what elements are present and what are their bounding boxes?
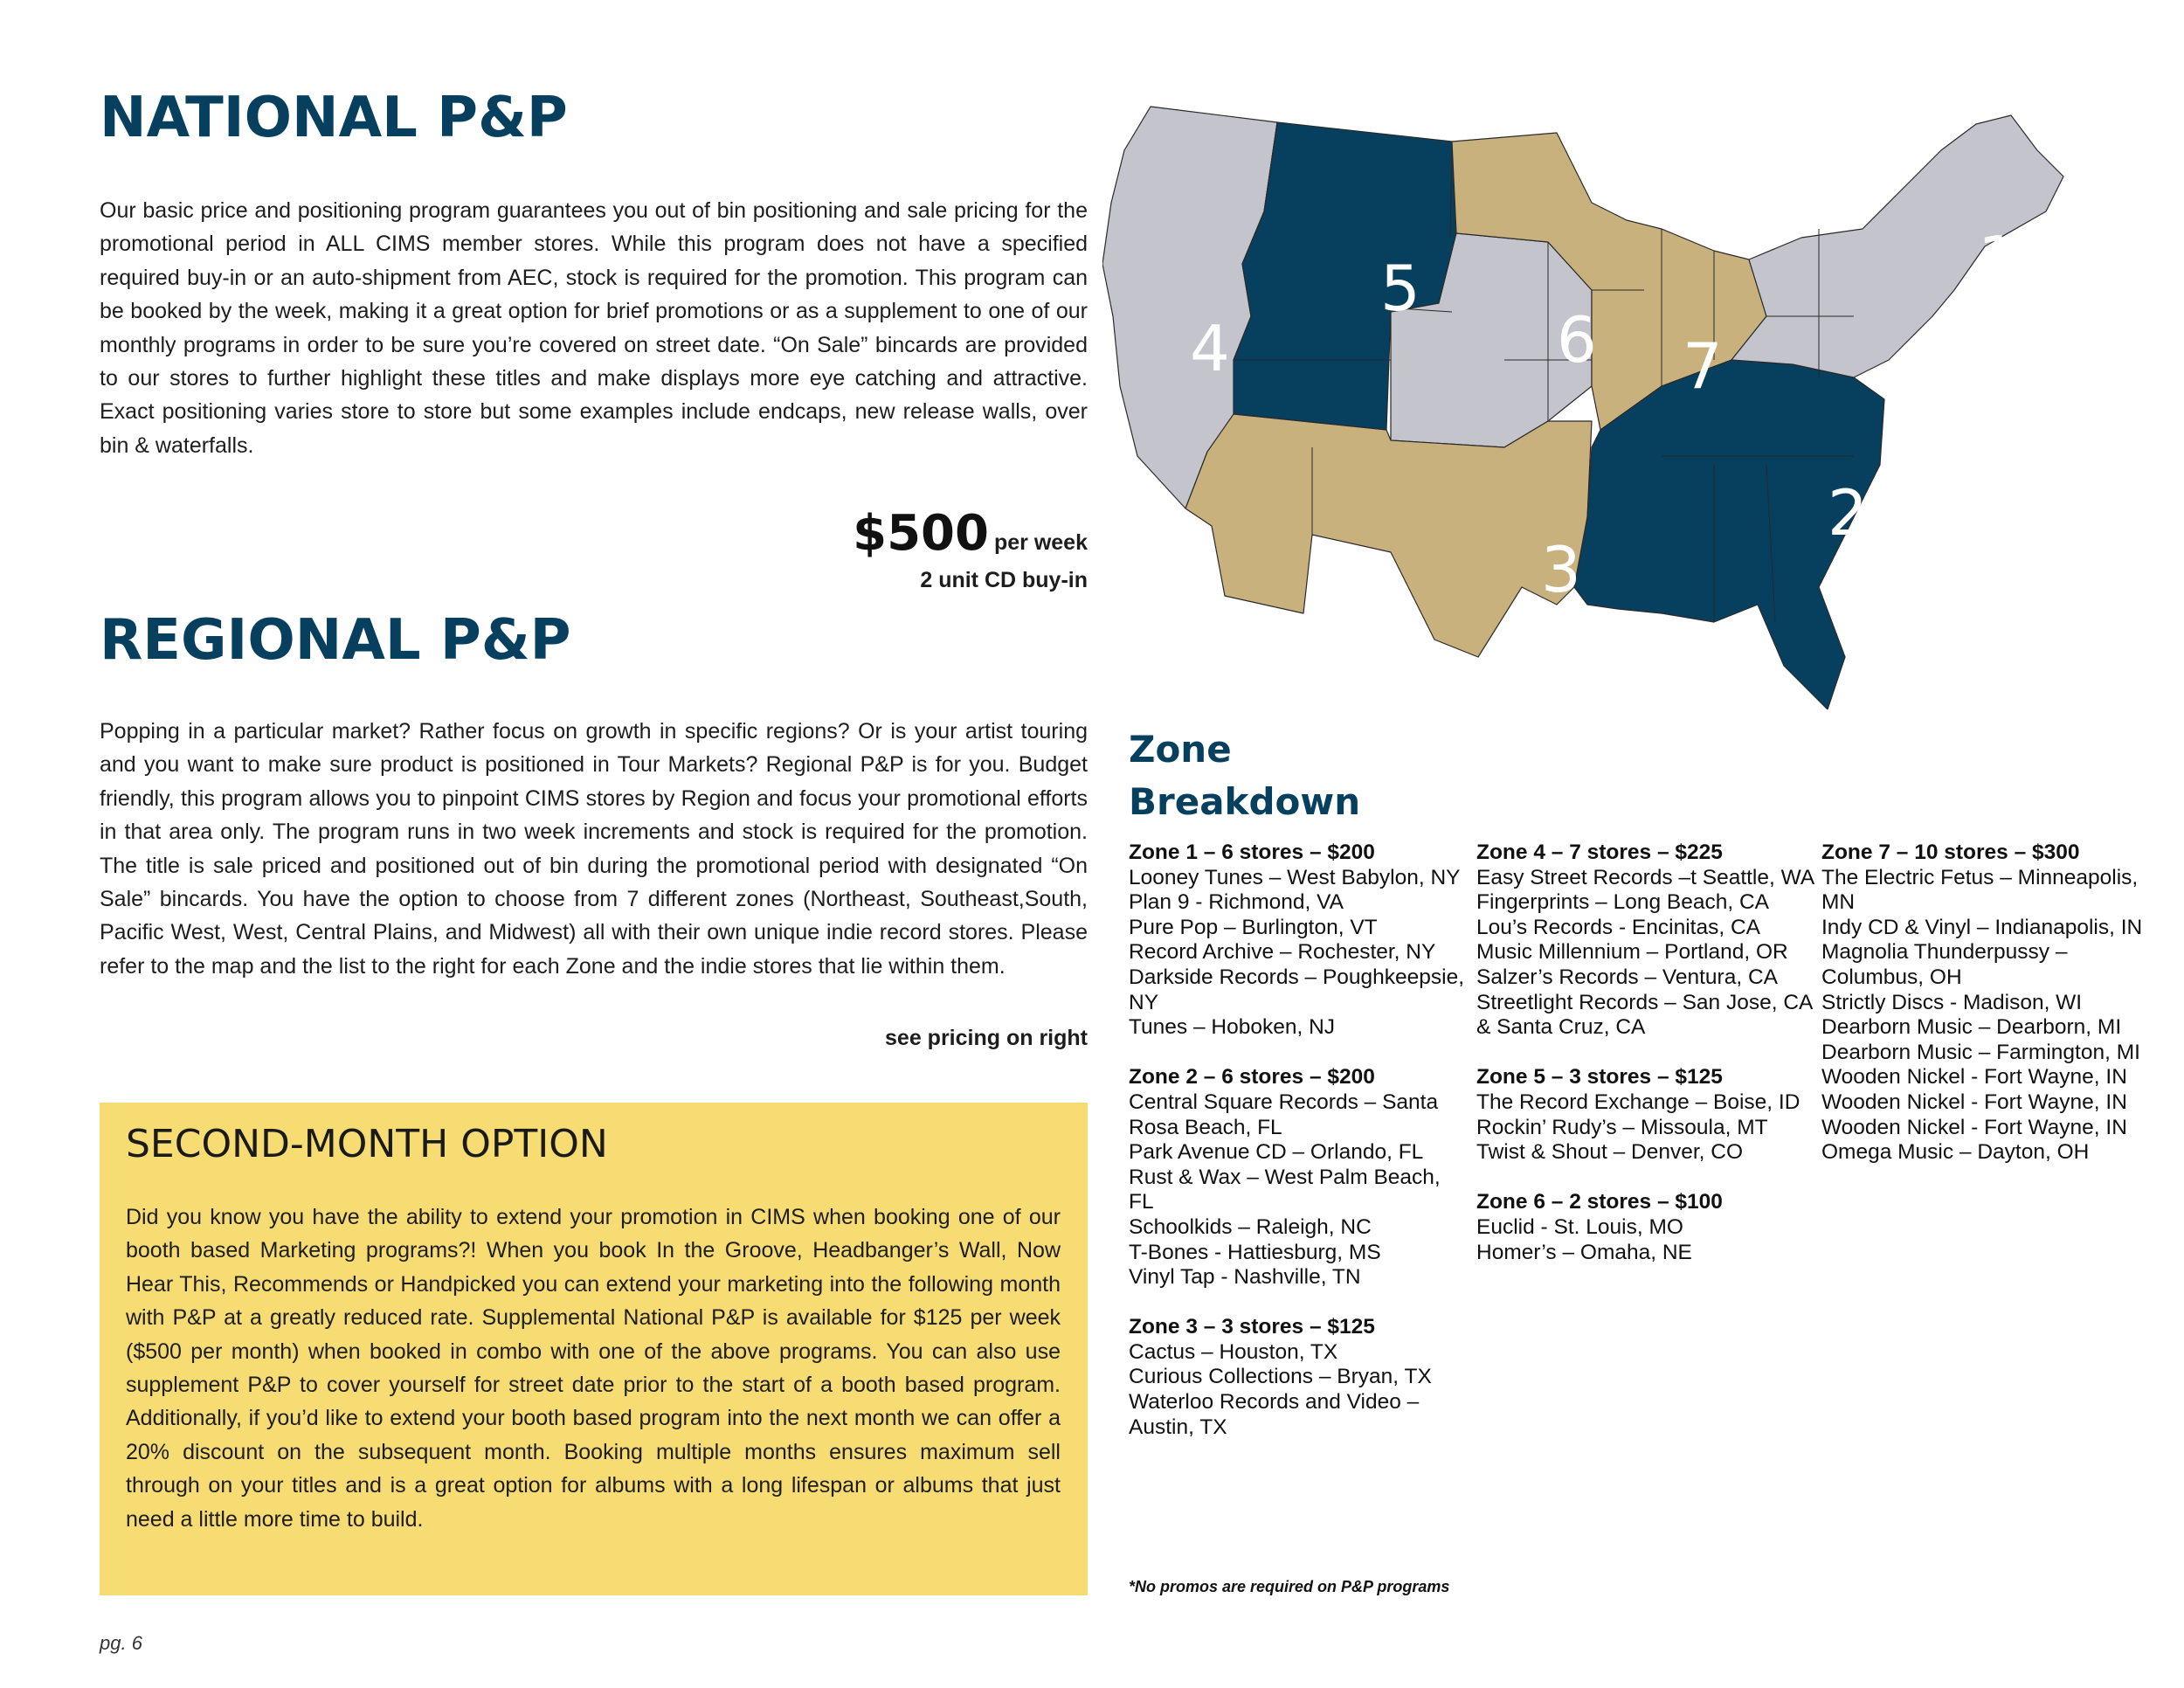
zone-label-7: 7 [1683, 329, 1723, 403]
zone-store: Plan 9 - Richmond, VA [1129, 890, 1344, 915]
zone-store: Wooden Nickel - Fort Wayne, IN [1821, 1065, 2127, 1090]
national-price [853, 505, 1088, 562]
zone-store: Homer’s – Omaha, NE [1476, 1240, 1692, 1264]
regional-heading: REGIONAL P&P [100, 608, 571, 673]
zone-column-2 [1476, 841, 1817, 1290]
zone-store: Darkside Records – Poughkeepsie, NY [1129, 965, 1465, 1014]
zone-store: Cactus – Houston, TX [1129, 1339, 1338, 1364]
zone-store: Omega Music – Dayton, OH [1821, 1140, 2090, 1165]
zone-2-header: Zone 2 – 6 stores – $200 [1129, 1065, 1375, 1090]
zone-store: Dearborn Music – Dearborn, MI [1821, 1015, 2122, 1040]
zone-store: Park Avenue CD – Orlando, FL [1129, 1140, 1424, 1165]
zone-label-6: 6 [1557, 303, 1597, 377]
zone-store: Central Square Records – Santa Rosa Beach, FL [1129, 1090, 1439, 1139]
us-zone-map [1102, 98, 2107, 709]
zone-3-region [1185, 414, 1592, 657]
zone-store: Strictly Discs - Madison, WI [1821, 990, 2083, 1014]
zone-breakdown-heading: Zone Breakdown [1129, 728, 1361, 823]
regional-pricing-note: see pricing on right [885, 1026, 1088, 1050]
zone-store: The Record Exchange – Boise, ID [1476, 1090, 1800, 1114]
second-month-body: Did you know you have the ability to extend your promotion in CIMS when booking one of our booth based Marketing programs?! When you book In the Groove, Headbanger’s Wall, Now Hear This, Recommends or Handpicked you can extend your marketing into the following month with P&P at a greatly reduced rate. Supplemental National P&P is available for $125 per week ($500 per month) when booked in combo with one of the above programs. You can also use supplement P&P to cover yourself for street date prior to the start of a booth based program. Additionally, if you’d like to extend your booth based program into the next month we can offer a 20% discount on the subsequent month. Booking multiple months ensures maximum sell through on your titles and is a great option for albums with a long lifespan or albums that just need a little more time to build. [126, 1205, 1061, 1532]
zone-store: Indy CD & Vinyl – Indianapolis, IN [1821, 915, 2143, 939]
zone-3-header: Zone 3 – 3 stores – $125 [1129, 1315, 1375, 1339]
zone-store: Streetlight Records – San Jose, CA & Santa Cruz, CA [1476, 990, 1813, 1040]
zone-label-1: 1 [1978, 223, 2018, 296]
zone-label-5: 5 [1380, 252, 1420, 325]
zone-store: Vinyl Tap - Nashville, TN [1129, 1265, 1361, 1290]
promo-footnote: *No promos are required on P&P programs [1129, 1578, 1450, 1595]
zone-store: Dearborn Music – Farmington, MI [1821, 1040, 2140, 1064]
zone-label-4: 4 [1190, 312, 1230, 385]
zone-7-group [1821, 841, 2162, 1166]
zone-6-group [1476, 1190, 1817, 1265]
zone-5-header: Zone 5 – 3 stores – $125 [1476, 1065, 1723, 1090]
page-number: pg. 6 [100, 1632, 142, 1654]
zone-column-1 [1129, 841, 1469, 1465]
second-month-box [100, 1103, 1088, 1595]
zone-store: Schoolkids – Raleigh, NC [1129, 1214, 1372, 1239]
zone-4-header: Zone 4 – 7 stores – $225 [1476, 841, 1723, 864]
second-month-heading: SECOND-MONTH OPTION [126, 1122, 608, 1166]
zone-1-header: Zone 1 – 6 stores – $200 [1129, 841, 1375, 864]
zone-5-group [1476, 1065, 1817, 1165]
zone-store: Euclid - St. Louis, MO [1476, 1214, 1683, 1239]
zone-store: Looney Tunes – West Babylon, NY [1129, 865, 1461, 889]
zone-column-3 [1821, 841, 2162, 1190]
zone-store: Easy Street Records –t Seattle, WA [1476, 865, 1815, 889]
zone-3-group [1129, 1315, 1469, 1440]
zone-store: Fingerprints – Long Beach, CA [1476, 890, 1770, 915]
us-zone-map-svg [1102, 98, 2107, 709]
zone-store: Salzer’s Records – Ventura, CA [1476, 965, 1778, 989]
zone-store: Tunes – Hoboken, NJ [1129, 1015, 1336, 1040]
zone-store: Music Millennium – Portland, OR [1476, 940, 1788, 965]
zone-store: Twist & Shout – Denver, CO [1476, 1140, 1744, 1165]
zone-1-group [1129, 841, 1469, 1041]
zone-store: The Electric Fetus – Minneapolis, MN [1821, 865, 2139, 915]
national-buy-in: 2 unit CD buy-in [920, 568, 1088, 592]
zone-store: Pure Pop – Burlington, VT [1129, 915, 1378, 939]
zone-store: Wooden Nickel - Fort Wayne, IN [1821, 1090, 2127, 1114]
zone-2-group [1129, 1065, 1469, 1290]
zone-label-2: 2 [1828, 476, 1868, 550]
national-price-unit: per week [993, 530, 1088, 555]
zone-store: Magnolia Thunderpussy – Columbus, OH [1821, 940, 2068, 989]
zone-store: Wooden Nickel - Fort Wayne, IN [1821, 1115, 2127, 1139]
zone-label-3: 3 [1541, 533, 1581, 606]
zone-store: Waterloo Records and Video – Austin, TX [1129, 1390, 1420, 1439]
national-body: Our basic price and positioning program guarantees you out of bin positioning and sale pricing for the promotional period in ALL CIMS member stores. While this program does not have a specified required buy-in or an auto-shipment from AEC, stock is required for the promotion. This program can be booked by the week, making it a great option for brief promotions or as a supplement to one of our monthly programs in order to be sure you’re covered on street date. “On Sale” bincards are provided to our stores to further highlight these titles and make displays more eye catching and attractive. Exact positioning varies store to store but some examples include endcaps, new release walls, over bin & waterfalls. [100, 198, 1088, 458]
zone-store: Lou’s Records - Encinitas, CA [1476, 915, 1760, 939]
zone-store: Record Archive – Rochester, NY [1129, 940, 1436, 965]
zone-7-header: Zone 7 – 10 stores – $300 [1821, 841, 2080, 864]
national-price-amount: $500 [853, 505, 989, 562]
regional-body: Popping in a particular market? Rather focus on growth in specific regions? Or is your artist touring and you want to make sure product is positioned in Tour Markets? Regional P&P is for you. Budget friendly, this program allows you to pinpoint CIMS stores by Region and focus your promotional efforts in that area only. The program runs in two week increments and stock is required for the promotion. The title is sale priced and positioned out of bin during the promotional period with designated “On Sale” bincards. You have the option to choose from 7 different zones (Northeast, Southeast,South, Pacific West, West, Central Plains, and Midwest) all with their own unique indie record stores. Please refer to the map and the list to the right for each Zone and the indie stores that lie within them. [100, 719, 1088, 979]
zone-4-group [1476, 841, 1817, 1041]
zone-6-header: Zone 6 – 2 stores – $100 [1476, 1190, 1723, 1214]
national-heading: NATIONAL P&P [100, 86, 568, 150]
zone-store: Curious Collections – Bryan, TX [1129, 1365, 1432, 1389]
zone-store: T-Bones - Hattiesburg, MS [1129, 1240, 1381, 1264]
zone-store: Rust & Wax – West Palm Beach, FL [1129, 1165, 1441, 1214]
zone-store: Rockin’ Rudy’s – Missoula, MT [1476, 1115, 1768, 1139]
